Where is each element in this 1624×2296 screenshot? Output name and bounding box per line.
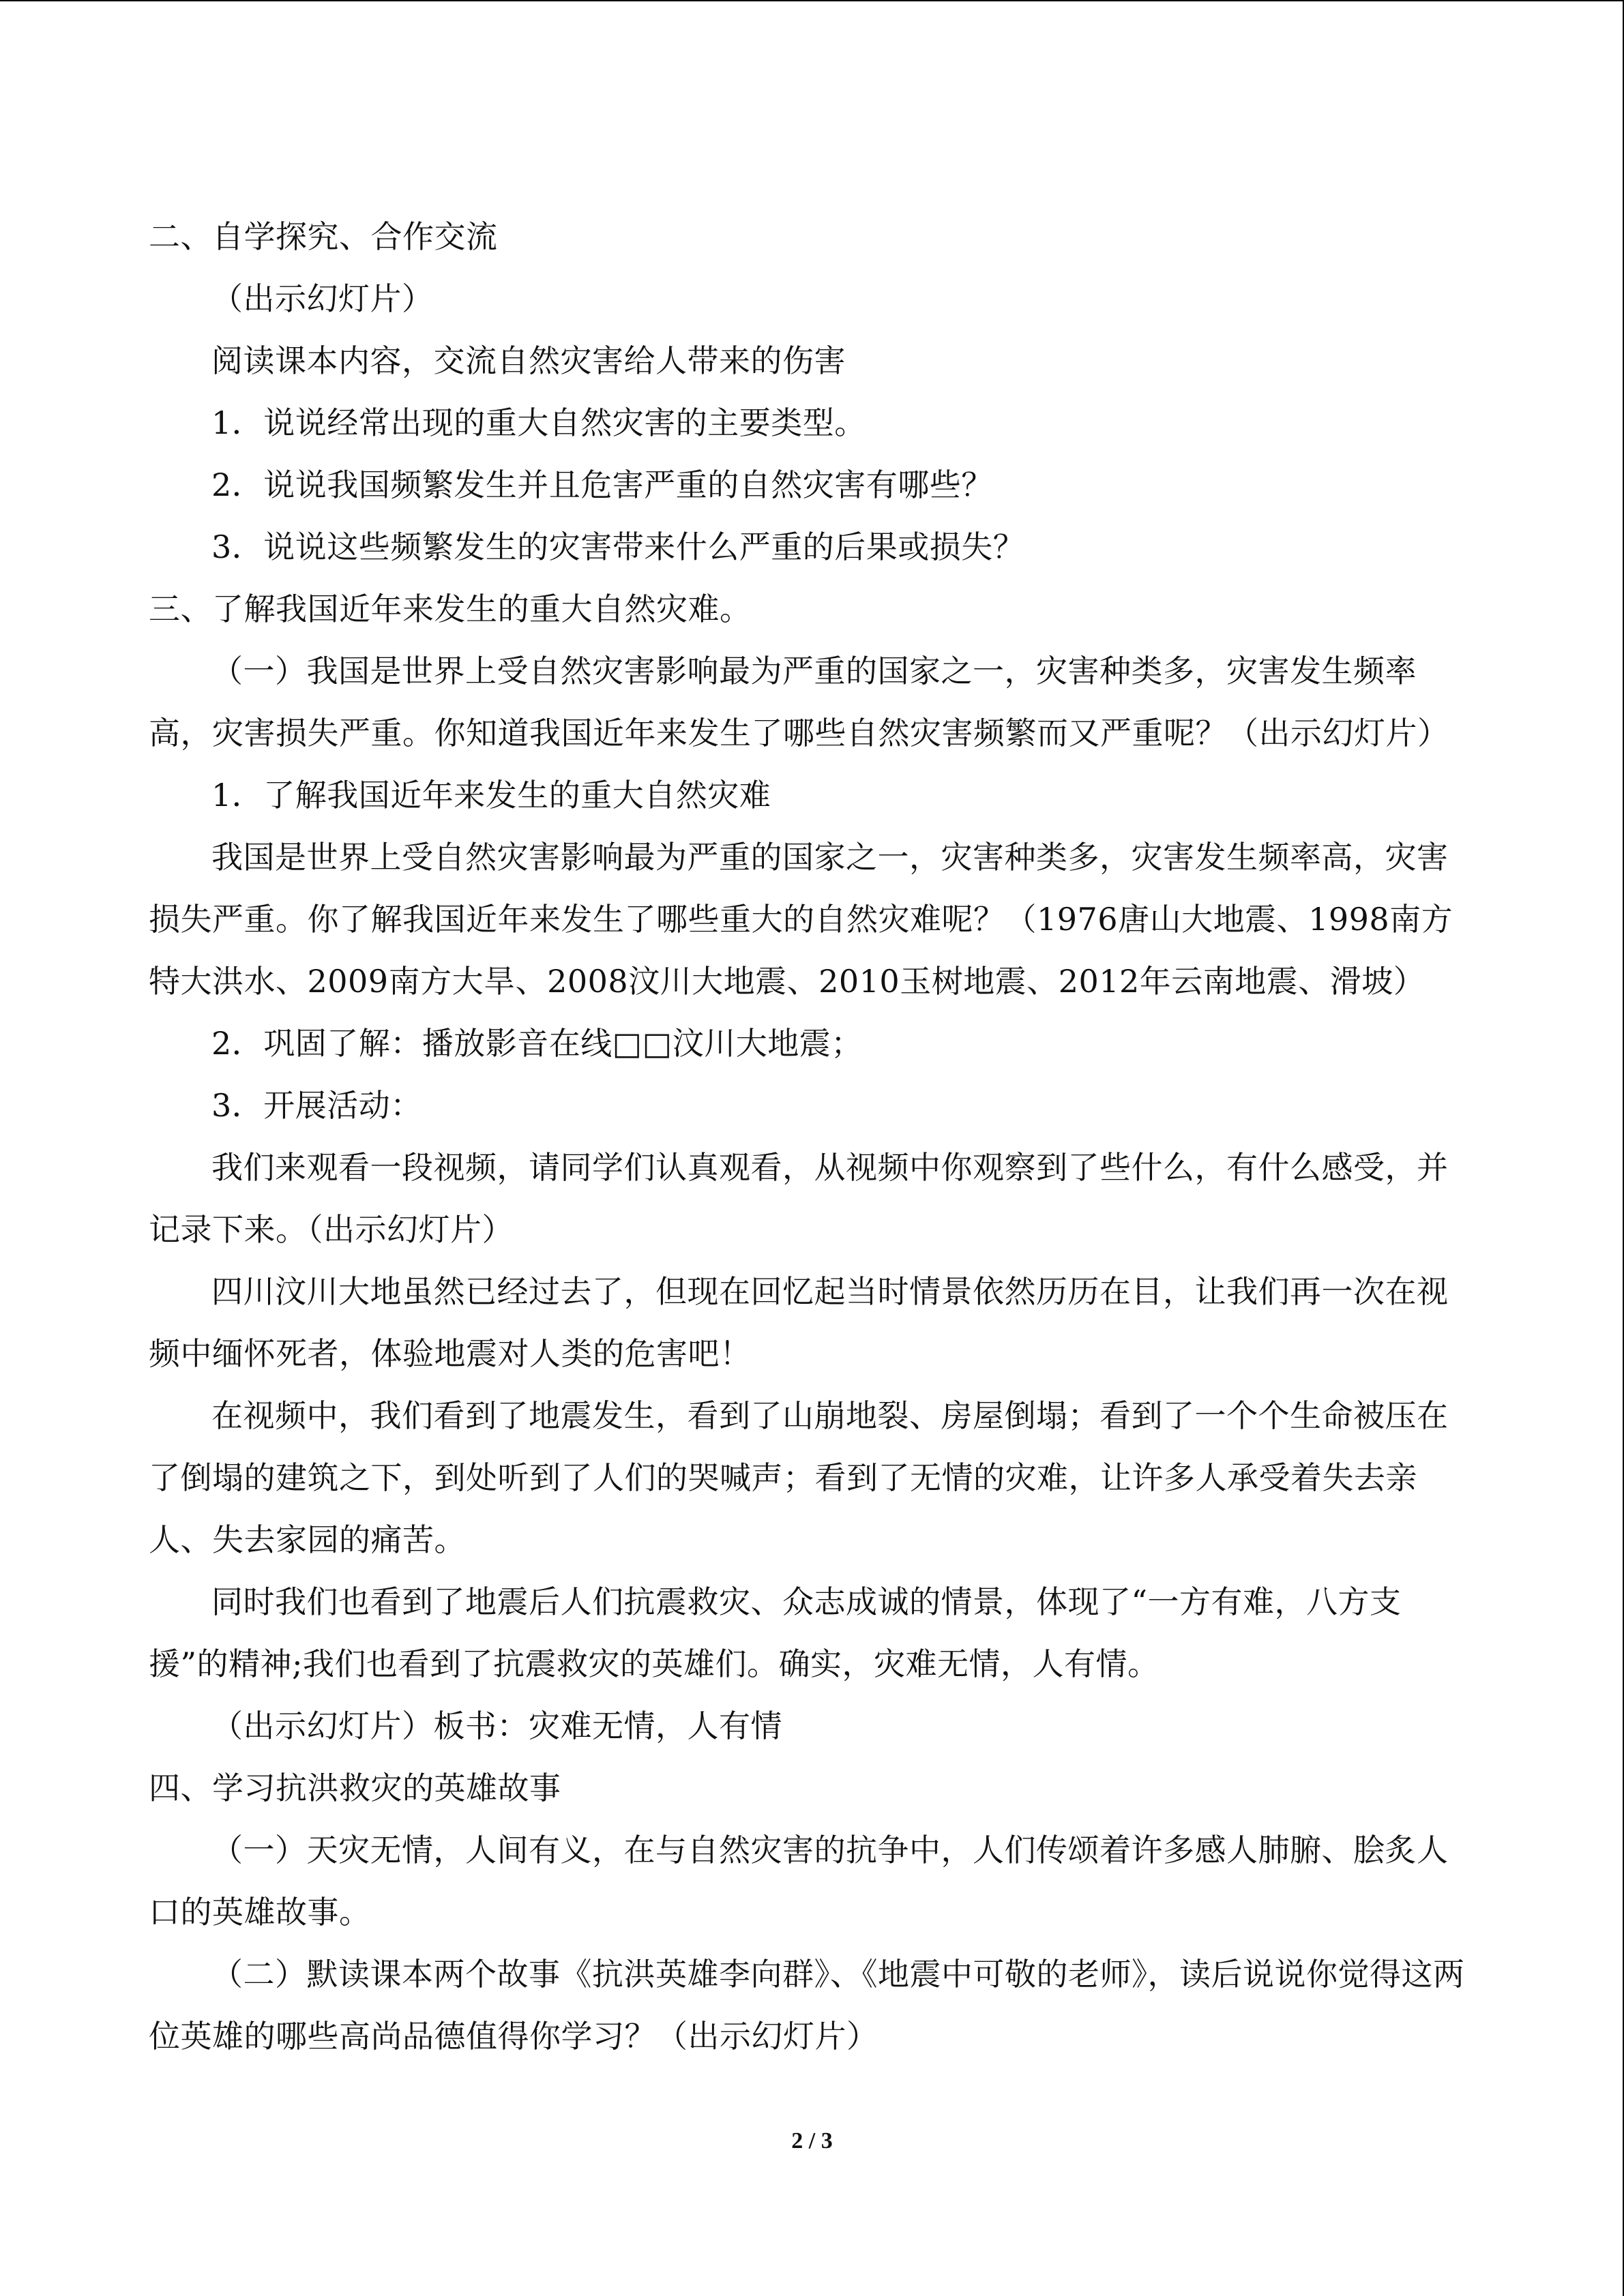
list-item: 2．说说我国频繁发生并且危害严重的自然灾害有哪些？ (211, 466, 993, 503)
paragraph: （二）默读课本两个故事《抗洪英雄李向群》、《地震中可敬的老师》，读后说说你觉得这两位英雄的哪些高尚品德值得你学习？（出示幻灯片） (149, 1956, 1465, 2055)
paragraph: 同时我们也看到了地震后人们抗震救灾、众志成诚的情景，体现了“一方有难，八方支援”的精神;我们也看到了抗震救灾的英雄们。确实，灾难无情，人有情。 (149, 1583, 1402, 1682)
document-body (149, 206, 1479, 2068)
list-item: 3．开展活动： (211, 1087, 422, 1124)
paragraph: （出示幻灯片）板书：灾难无情，人有情 (211, 1708, 782, 1744)
paragraph: （一）我国是世界上受自然灾害影响最为严重的国家之一，灾害种类多，灾害发生频率高，灾害损失严重。你知道我国近年来发生了哪些自然灾害频繁而又严重呢？（出示幻灯片） (149, 653, 1449, 751)
page-number: 2 / 3 (791, 2128, 833, 2153)
paragraph: 我国是世界上受自然灾害影响最为严重的国家之一，灾害种类多，灾害发生频率高，灾害损失严重。你了解我国近年来发生了哪些重大的自然灾难呢？（1976唐山大地震、1998南方特大洪水、2009南方大旱、2008汶川大地震、2010玉树地震、2012年云南地震、滑坡） (149, 839, 1453, 1000)
paragraph: 阅读课本内容，交流自然灾害给人带来的伤害 (211, 342, 846, 379)
list-item: 1．了解我国近年来发生的重大自然灾难 (211, 777, 771, 814)
paragraph: 我们来观看一段视频，请同学们认真观看，从视频中你观察到了些什么，有什么感受，并记录下来。（出示幻灯片） (149, 1149, 1449, 1248)
section-heading-3: 三、了解我国近年来发生的重大自然灾难。 (149, 591, 752, 627)
list-item: 1．说说经常出现的重大自然灾害的主要类型。 (211, 404, 866, 441)
paragraph: （一）天灾无情，人间有义，在与自然灾害的抗争中，人们传颂着许多感人肺腑、脍炙人口的英雄故事。 (149, 1832, 1449, 1930)
section-heading-2: 二、自学探究、合作交流 (149, 218, 498, 255)
paragraph: （出示幻灯片） (211, 280, 434, 317)
paragraph: 四川汶川大地虽然已经过去了，但现在回忆起当时情景依然历历在目，让我们再一次在视频中缅怀死者，体验地震对人类的危害吧！ (149, 1273, 1449, 1372)
list-item: 2．巩固了解：播放影音在线□□汶川大地震； (211, 1025, 863, 1062)
paragraph: 在视频中，我们看到了地震发生，看到了山崩地裂、房屋倒塌；看到了一个个生命被压在了倒塌的建筑之下，到处听到了人们的哭喊声；看到了无情的灾难，让许多人承受着失去亲人、失去家园的痛苦。 (149, 1397, 1449, 1558)
list-item: 3．说说这些频繁发生的灾害带来什么严重的后果或损失？ (211, 528, 1025, 565)
section-heading-4: 四、学习抗洪救灾的英雄故事 (149, 1770, 561, 1806)
